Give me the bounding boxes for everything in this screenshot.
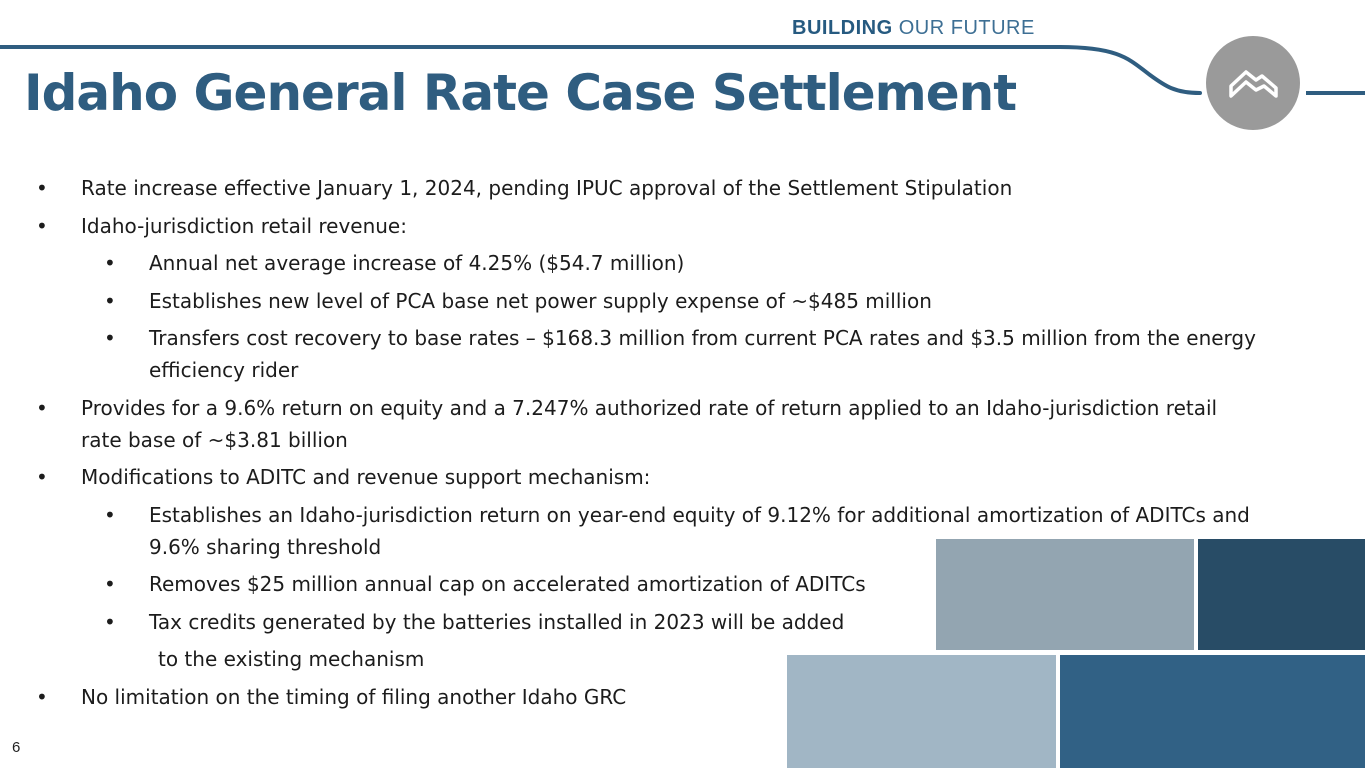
bullet-dot: • [104,609,116,634]
bullet-text: Idaho-jurisdiction retail revenue: [81,213,407,238]
page-number: 6 [12,739,21,756]
bullet-dot: • [104,251,116,275]
bullet-text: Establishes an Idaho-jurisdiction return on year-end equity of 9.12% for additional amortization of ADITCs and 9.6% sharing threshold [149,502,1250,559]
decorative-block-gray [936,539,1194,650]
bullet-item [0,461,1261,493]
bullet-text: Establishes new level of PCA base net power supply expense of ~$485 million [149,288,932,313]
bullet-dot: • [36,395,48,420]
bullet-text: Tax credits generated by the batteries installed in 2023 will be added [149,609,845,634]
bullet-item [0,172,1261,204]
decorative-block-navy [1198,539,1365,650]
bullet-dot: • [36,213,48,238]
bullet-dot: • [36,465,48,489]
bullet-text: Annual net average increase of 4.25% ($54.7 million) [149,251,685,275]
sub-bullet-item [0,322,1259,386]
bullet-dot: • [36,176,48,200]
bullet-text: Removes $25 million annual cap on accelerated amortization of ADITCs [149,572,866,596]
mountain-logo-icon [1206,36,1300,130]
bullet-dot: • [104,288,116,313]
decorative-block-light [787,655,1056,768]
bullet-text: Transfers cost recovery to base rates – $168.3 million from current PCA rates and $3.5 million from the energy efficiency rider [149,326,1256,382]
bullet-item [0,392,1261,456]
bullet-text: Provides for a 9.6% return on equity and a 7.247% authorized rate of return applied to an Idaho-jurisdiction retail rate base of ~$3.81 billion [81,395,1218,452]
tagline-bold: BUILDING [792,17,893,39]
page-title: Idaho General Rate Case Settlement [24,64,1017,122]
decorative-block-blue [1060,655,1365,768]
bullet-dot: • [104,326,116,350]
bullet-dot: • [36,684,48,709]
bullet-text: Rate increase effective January 1, 2024, pending IPUC approval of the Settlement Stipulation [81,176,1013,200]
sub-bullet-item [0,285,1259,317]
bullet-text: No limitation on the timing of filing another Idaho GRC [81,684,627,709]
sub-bullet-item [0,247,1259,279]
bullet-dot: • [104,502,116,527]
bullet-item [0,210,1261,242]
tagline [792,16,1035,40]
bullet-dot: • [104,572,116,596]
tagline-rest: OUR FUTURE [892,17,1035,39]
bullet-text: to the existing mechanism [158,647,425,671]
bullet-text: Modifications to ADITC and revenue support mechanism: [81,465,651,489]
